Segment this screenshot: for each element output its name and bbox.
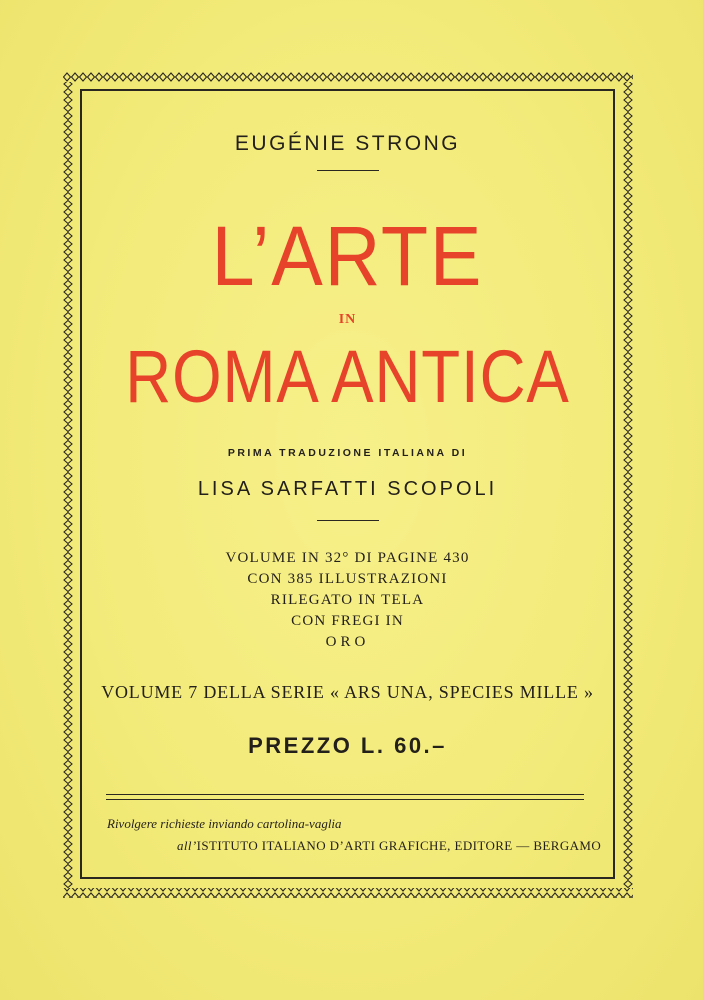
spec-line: CON FREGI IN xyxy=(291,613,404,629)
divider-short-middle xyxy=(317,520,379,521)
title-connector: IN xyxy=(338,312,357,327)
translator-name: LISA SARFATTI SCOPOLI xyxy=(197,478,498,500)
series-note: VOLUME 7 DELLA SERIE « ARS UNA, SPECIES MILLE » xyxy=(101,682,594,702)
publisher-name: ISTITUTO ITALIANO D’ARTI GRAFICHE, EDITORE — BERGAMO xyxy=(196,838,602,853)
divider-short-top xyxy=(317,170,379,171)
author-name: EUGÉNIE STRONG xyxy=(234,132,461,155)
spec-line: CON 385 ILLUSTRAZIONI xyxy=(247,571,448,587)
spec-line: RILEGATO IN TELA xyxy=(270,592,425,608)
divider-long-2 xyxy=(106,799,584,800)
order-instructions: Rivolgere richieste inviando cartolina-vaglia xyxy=(107,816,342,831)
spec-line: VOLUME IN 32° DI PAGINE 430 xyxy=(225,550,470,566)
title-line-2: ROMA ANTICA xyxy=(125,335,570,418)
publisher-line xyxy=(177,838,601,854)
publisher-prefix: all’ xyxy=(177,838,197,853)
title-line-1: L’ARTE xyxy=(211,209,484,303)
spec-line: ORO xyxy=(325,634,370,650)
divider-long-1 xyxy=(106,794,584,795)
price: PREZZO L. 60.– xyxy=(248,733,447,758)
translation-intro: PRIMA TRADUZIONE ITALIANA DI xyxy=(227,447,468,459)
